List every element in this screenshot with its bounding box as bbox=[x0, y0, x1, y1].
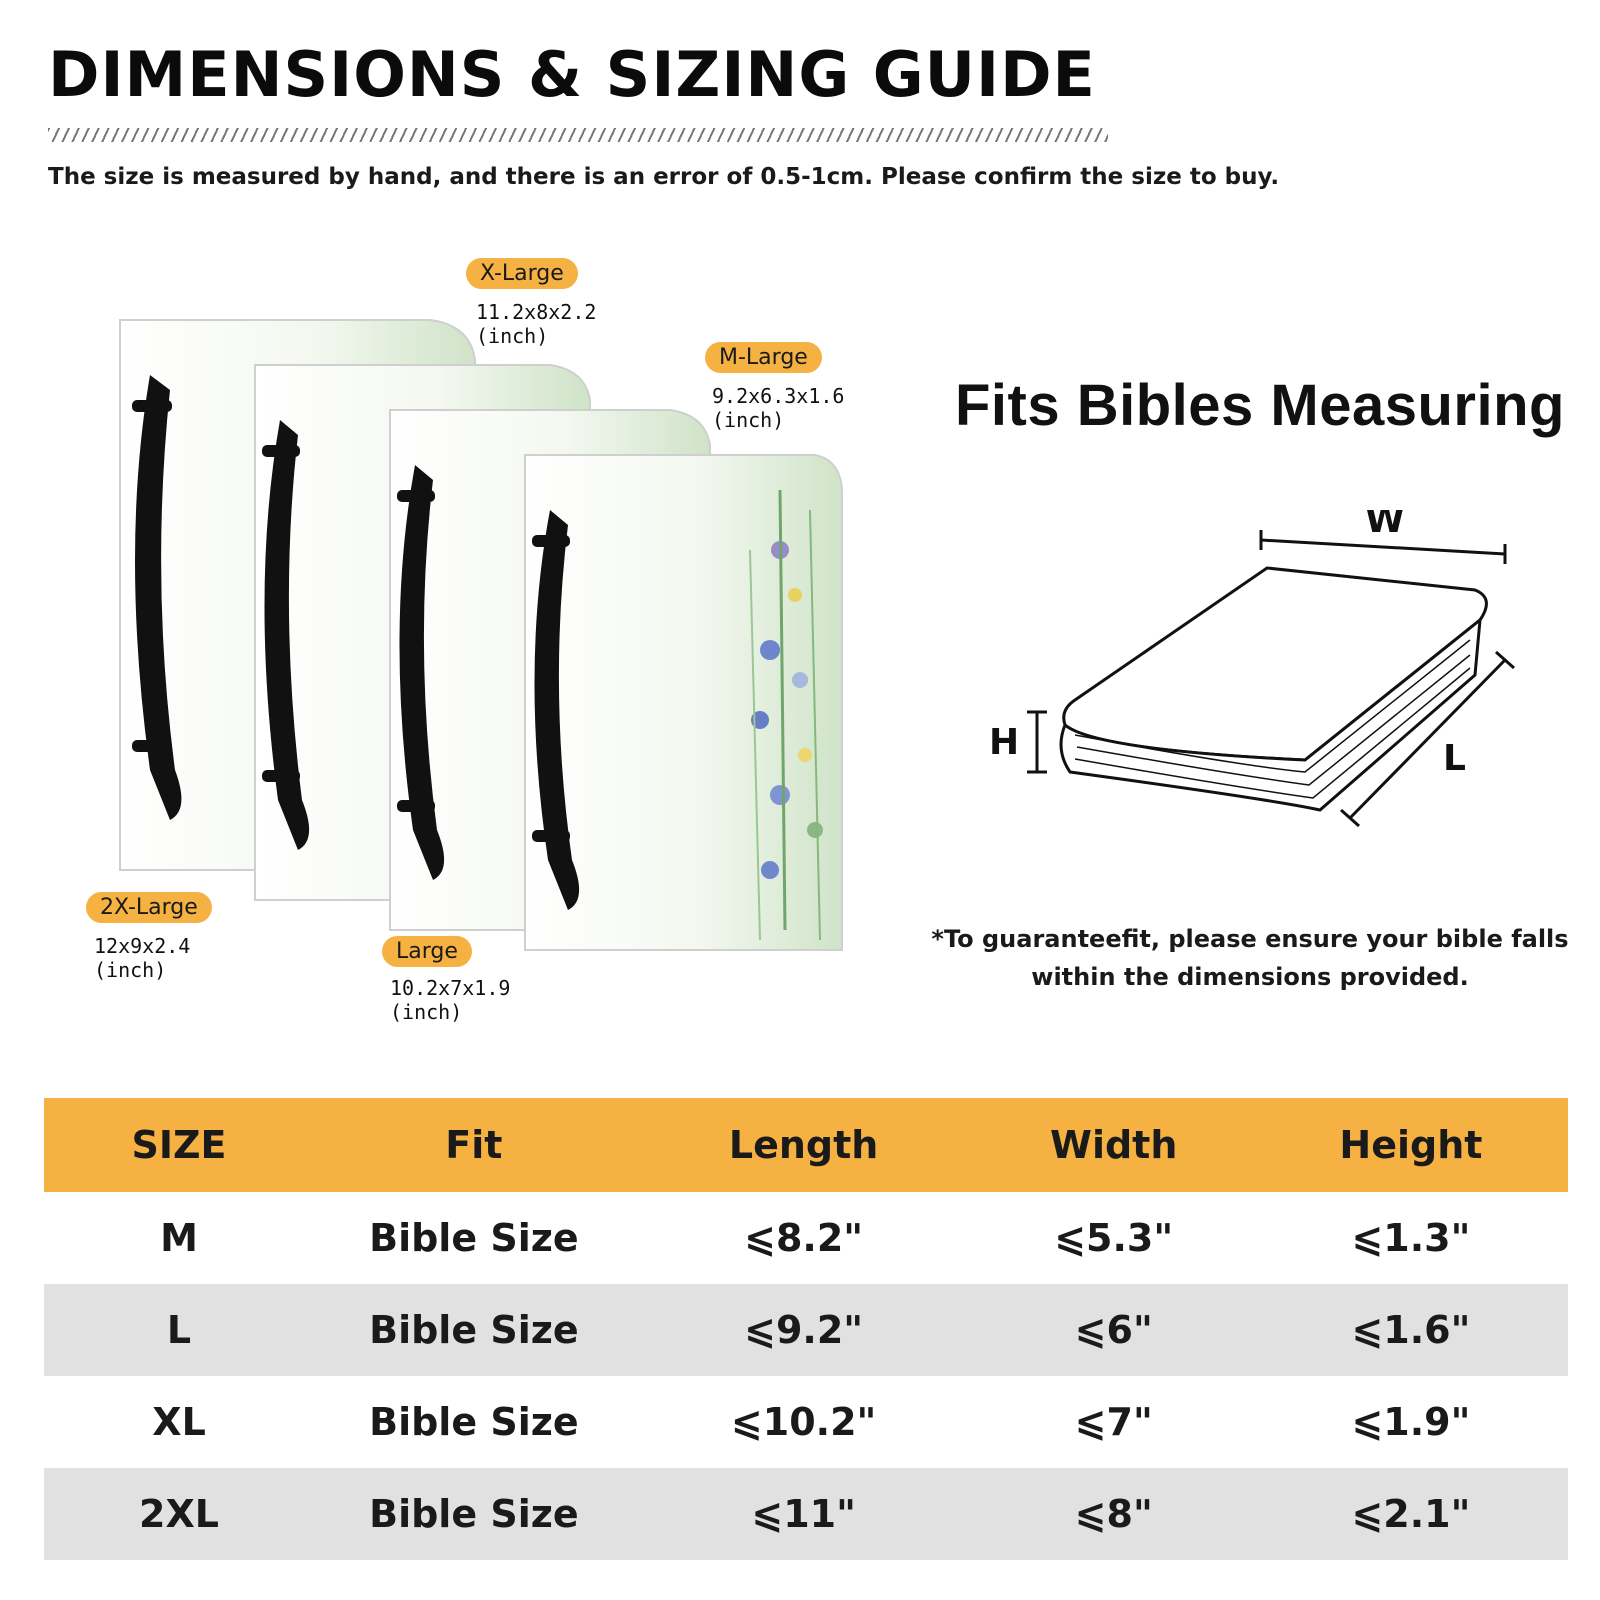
book-dimension-diagram bbox=[975, 510, 1535, 850]
unit-text: (inch) bbox=[476, 324, 549, 348]
bible-cover-illustration bbox=[80, 250, 900, 1050]
book-outline-graphic bbox=[975, 510, 1535, 850]
cell-fit: Bible Size bbox=[369, 1216, 579, 1260]
cell-height: ⩽1.9" bbox=[1351, 1400, 1471, 1444]
unit-text: (inch) bbox=[390, 1000, 463, 1024]
header-width: Width bbox=[974, 1098, 1254, 1192]
size-tag-large: Large bbox=[382, 936, 472, 967]
cell-size: L bbox=[44, 1284, 314, 1376]
cell-fit: Bible Size bbox=[314, 1468, 634, 1560]
table-row bbox=[44, 1284, 1568, 1376]
size-dims-m-large bbox=[712, 384, 844, 432]
fits-heading: Fits Bibles Measuring bbox=[955, 373, 1565, 438]
cover-m-large bbox=[525, 455, 842, 950]
size-table bbox=[44, 1098, 1568, 1560]
cell-length: ⩽9.2" bbox=[634, 1284, 974, 1376]
table-header-row bbox=[44, 1098, 1568, 1192]
dims-text: 10.2x7x1.9 bbox=[390, 976, 511, 1000]
cell-width: ⩽5.3" bbox=[1054, 1216, 1174, 1260]
cell-size: M bbox=[160, 1216, 198, 1260]
table-row bbox=[44, 1192, 1568, 1284]
unit-text: (inch) bbox=[712, 408, 785, 432]
dims-text: 12x9x2.4 bbox=[94, 934, 191, 958]
hatch-divider bbox=[48, 128, 1108, 142]
cell-width: ⩽7" bbox=[1074, 1400, 1153, 1444]
size-dims-large bbox=[390, 976, 510, 1024]
size-tag-m-large: M-Large bbox=[705, 342, 822, 373]
cell-size: 2XL bbox=[44, 1468, 314, 1560]
table-row bbox=[44, 1376, 1568, 1468]
fit-guarantee-note bbox=[930, 920, 1570, 996]
header-length: Length bbox=[634, 1098, 974, 1192]
cell-fit: Bible Size bbox=[369, 1400, 579, 1444]
note-line-1: *To guaranteefit, please ensure your bible falls bbox=[931, 925, 1569, 953]
h-label: H bbox=[989, 722, 1020, 763]
size-dims-2x-large bbox=[94, 934, 190, 982]
cell-length: ⩽11" bbox=[634, 1468, 974, 1560]
l-label: L bbox=[1443, 738, 1466, 779]
header-fit: Fit bbox=[314, 1098, 634, 1192]
w-label: W bbox=[1365, 510, 1405, 541]
cell-height: ⩽1.6" bbox=[1254, 1284, 1568, 1376]
cell-height: ⩽2.1" bbox=[1254, 1468, 1568, 1560]
table-row bbox=[44, 1468, 1568, 1560]
header-size: SIZE bbox=[44, 1098, 314, 1192]
size-tag-2x-large: 2X-Large bbox=[86, 892, 212, 923]
size-dims-x-large bbox=[476, 300, 596, 348]
unit-text: (inch) bbox=[94, 958, 167, 982]
cell-width: ⩽8" bbox=[974, 1468, 1254, 1560]
size-tag-x-large: X-Large bbox=[466, 258, 578, 289]
cell-size: XL bbox=[152, 1400, 206, 1444]
dims-text: 9.2x6.3x1.6 bbox=[712, 384, 845, 408]
dims-text: 11.2x8x2.2 bbox=[476, 300, 597, 324]
cell-height: ⩽1.3" bbox=[1351, 1216, 1471, 1260]
header-height: Height bbox=[1254, 1098, 1568, 1192]
cell-fit: Bible Size bbox=[314, 1284, 634, 1376]
cell-length: ⩽10.2" bbox=[730, 1400, 877, 1444]
note-line-2: within the dimensions provided. bbox=[1031, 963, 1469, 991]
cell-length: ⩽8.2" bbox=[744, 1216, 864, 1260]
cell-width: ⩽6" bbox=[974, 1284, 1254, 1376]
measurement-disclaimer: The size is measured by hand, and there is an error of 0.5-1cm. Please confirm the size to buy. bbox=[48, 164, 1280, 190]
page-title: DIMENSIONS & SIZING GUIDE bbox=[48, 38, 1096, 111]
